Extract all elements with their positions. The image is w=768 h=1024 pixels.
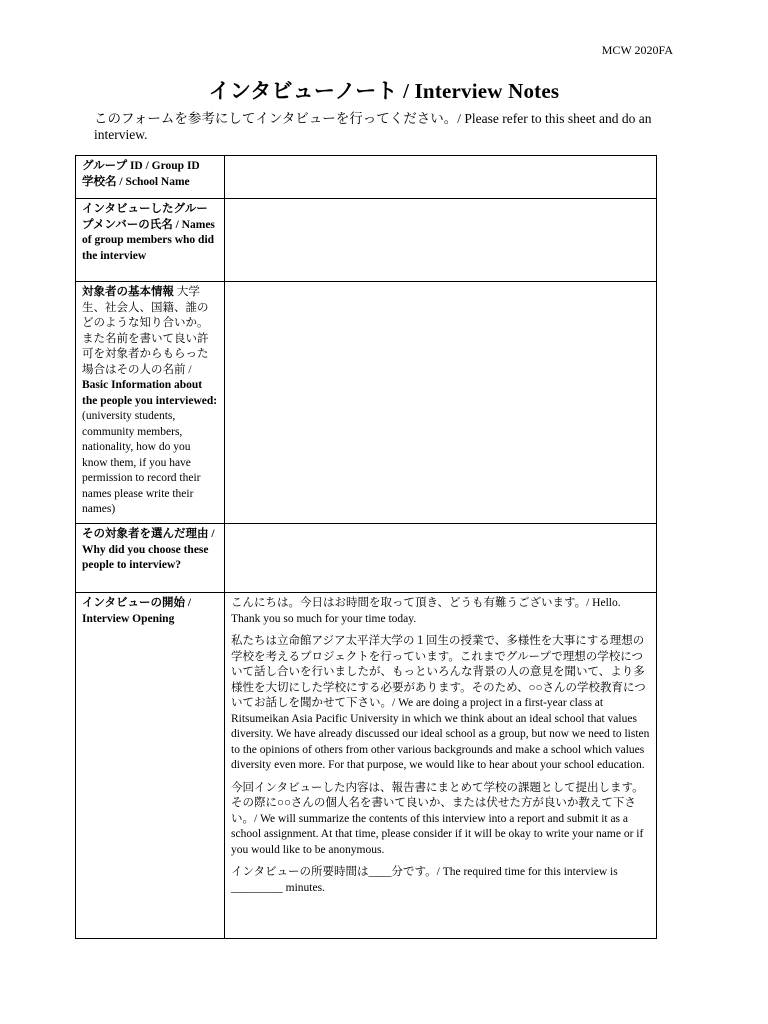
interview-form-table — [75, 155, 657, 939]
opening-project-description: 私たちは立命館アジア太平洋大学の１回生の授業で、多様性を大事にする理想の学校を考えるプロジェクトを行っています。これまでグループで理想の学校について話し合いを行いましたが、もっといろんな背景の人の意見を聞いて、より多様性を大切にした学校にする必要があります。そのため、○○さんの学校教育についてお話しを聞かせて下さい。/ We are doing a project in a first-year class at Ritsumeikan Asia Pacific University in which we think about an ideal school that values diversity. We have already discussed our ideal school as a group, but now we need to listen to the opinions of others from other various backgrounds and make a school which values diversity even more. For that purpose, we would like to hear about your school education. — [231, 635, 650, 771]
intro-text: このフォームを参考にしてインタビューを行ってください。/ Please refer to this sheet and do an interview. — [94, 111, 652, 142]
interview-opening-text — [225, 593, 657, 939]
opening-report-notice: 今回インタビューした内容は、報告書にまとめて学校の課題として提出します。その際に○○さんの個人名を書いて良いか、または伏せた方が良いか教えて下さい。/ We will summarize the contents of this interview into a report and submit it as a school assignment. At that time, please consider if it will be okay to write your name or if you would like to be anonymous. — [231, 781, 644, 856]
table-row — [76, 524, 657, 593]
basic-info-label: 対象者の基本情報 大学生、社会人、国籍、誰のどのような知り合いか。また名前を書いて良い許可を対象者からもらった場合はその人の名前 / Basic Information about the people you interviewed: (university students, community members, nationality, how do you know them, if you have permission to record their names please write their names) — [76, 282, 225, 524]
table-row — [76, 593, 657, 939]
why-chosen-field[interactable] — [225, 524, 657, 593]
group-id-field[interactable] — [225, 156, 657, 199]
group-members-field[interactable] — [225, 199, 657, 282]
page-title: インタビューノート / Interview Notes — [208, 79, 560, 103]
why-chosen-label: その対象者を選んだ理由 / Why did you choose these people to interview? — [76, 524, 225, 593]
table-row — [76, 282, 657, 524]
group-members-label: インタビューしたグループメンバーの氏名 / Names of group members who did the interview — [76, 199, 225, 282]
opening-time-required: インタビューの所要時間は____分です。/ The required time for this interview is _________ minutes. — [231, 866, 618, 894]
table-row — [76, 156, 657, 199]
basic-info-field[interactable] — [225, 282, 657, 524]
group-id-label: グループ ID / Group ID 学校名 / School Name — [76, 156, 225, 199]
interview-opening-label: インタビューの開始 / Interview Opening — [76, 593, 225, 939]
opening-greeting: こんにちは。今日はお時間を取って頂き、どうも有難うございます。/ Hello. Thank you so much for your time today. — [231, 597, 621, 625]
document-code: MCW 2020FA — [601, 43, 673, 57]
table-row — [76, 199, 657, 282]
